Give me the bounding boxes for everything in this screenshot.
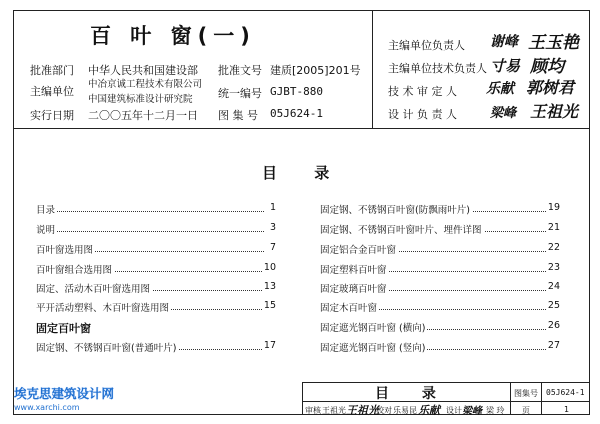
signature-mark: 梁峰 bbox=[490, 106, 517, 121]
signature-mark: 郭树君 bbox=[526, 78, 575, 97]
review-signature: 王祖光 bbox=[346, 404, 379, 417]
toc-entry-page: 19 bbox=[547, 202, 560, 213]
toc-entry-page: 25 bbox=[547, 300, 560, 311]
toc-entry-label: 目录 bbox=[36, 202, 57, 216]
toc-entry-label: 固定塑料百叶窗 bbox=[320, 262, 389, 276]
toc-entry-label: 固定遮光钢百叶窗 (横向) bbox=[320, 320, 427, 334]
unified-no-value: GJBT-880 bbox=[270, 85, 323, 98]
unified-no-label: 统一编号 bbox=[218, 87, 262, 100]
toc-entry-label: 平开活动塑料、木百叶窗选用图 bbox=[36, 300, 171, 314]
toc-entry-label: 百叶窗选用图 bbox=[36, 242, 95, 256]
toc-entry-label: 固定、活动木百叶窗选用图 bbox=[36, 281, 152, 295]
toc-entry[interactable] bbox=[36, 262, 276, 276]
toc-entry[interactable] bbox=[36, 202, 276, 216]
atlas-no-value: 05J624-1 bbox=[270, 107, 323, 120]
approval-no-value: 建质[2005]201号 bbox=[270, 64, 361, 77]
toc-entry-page: 7 bbox=[269, 242, 276, 253]
design-label: 设计 bbox=[446, 406, 462, 415]
toc-entry-page: 13 bbox=[263, 281, 276, 292]
toc-entry-label: 固定钢、不锈钢百叶窗(普通叶片) bbox=[36, 340, 178, 354]
approval-dept-label: 批准部门 bbox=[30, 64, 74, 77]
toc-entry[interactable] bbox=[36, 300, 276, 314]
toc-entry-label: 固定铝合金百叶窗 bbox=[320, 242, 398, 256]
chief-unit-line2: 中国建筑标准设计研究院 bbox=[88, 94, 193, 105]
atlas-value: 05J624-1 bbox=[546, 388, 585, 397]
signature-mark: 顾均 bbox=[530, 57, 564, 77]
signature-role: 主编单位技术负责人 bbox=[388, 62, 487, 75]
chief-unit-label: 主编单位 bbox=[30, 85, 74, 98]
atlas-label: 图集号 bbox=[514, 389, 538, 398]
review-label: 审核 bbox=[305, 406, 321, 415]
approval-no-label: 批准文号 bbox=[218, 64, 262, 77]
toc-entry[interactable] bbox=[320, 242, 560, 256]
toc-entry-page: 3 bbox=[269, 222, 276, 233]
chief-unit-line1: 中冶京诚工程技术有限公司 bbox=[88, 79, 203, 90]
toc-entry[interactable] bbox=[36, 242, 276, 256]
toc-entry-page: 23 bbox=[547, 262, 560, 273]
toc-entry-label: 固定遮光钢百叶窗 (竖向) bbox=[320, 340, 427, 354]
toc-title: 目 录 bbox=[262, 164, 346, 182]
toc-entry-page: 22 bbox=[547, 242, 560, 253]
toc-subheading: 固定百叶窗 bbox=[36, 322, 91, 335]
header-vertical-divider bbox=[372, 10, 373, 128]
design-signature: 梁峰 bbox=[462, 406, 482, 417]
toc-entry-page: 24 bbox=[547, 281, 560, 292]
signature-role: 技 术 审 定 人 bbox=[388, 85, 457, 98]
toc-entry[interactable] bbox=[320, 262, 560, 276]
approval-dept-value: 中华人民共和国建设部 bbox=[88, 64, 198, 77]
design-name: 梁 玲 bbox=[486, 406, 505, 415]
signature-mark: 王玉艳 bbox=[528, 33, 579, 53]
effective-date-value: 二〇〇五年十二月一日 bbox=[88, 109, 198, 122]
page-title: 百 叶 窗(一) bbox=[90, 24, 256, 48]
toc-entry[interactable] bbox=[320, 202, 560, 216]
page-value: 1 bbox=[564, 405, 570, 414]
title-block-divider bbox=[541, 382, 542, 415]
toc-entry-page: 26 bbox=[547, 320, 560, 331]
toc-entry-page: 1 bbox=[269, 202, 276, 213]
page-label: 页 bbox=[522, 406, 530, 415]
toc-entry-label: 固定木百叶窗 bbox=[320, 300, 379, 314]
toc-entry-label: 固定玻璃百叶窗 bbox=[320, 281, 389, 295]
toc-entry[interactable] bbox=[320, 320, 560, 334]
atlas-no-label: 图 集 号 bbox=[218, 109, 258, 122]
signature-mark: 寸易 bbox=[490, 57, 521, 75]
toc-entry-page: 27 bbox=[547, 340, 560, 351]
watermark-name: 埃克思建筑设计网 bbox=[14, 386, 115, 401]
title-block-divider bbox=[510, 382, 511, 415]
toc-entry[interactable] bbox=[320, 222, 560, 236]
title-block-left-line bbox=[302, 382, 303, 415]
signature-mark: 谢峰 bbox=[490, 34, 518, 50]
toc-entry-label: 百叶窗组合选用图 bbox=[36, 262, 114, 276]
toc-entry[interactable] bbox=[320, 300, 560, 314]
toc-entry[interactable] bbox=[36, 281, 276, 295]
check-name: 乐易昆 bbox=[393, 406, 417, 415]
effective-date-label: 实行日期 bbox=[30, 109, 74, 122]
signature-mark: 乐献 bbox=[486, 81, 514, 97]
toc-entry-page: 21 bbox=[547, 222, 560, 233]
toc-entry[interactable] bbox=[320, 340, 560, 354]
toc-entry-page: 17 bbox=[263, 340, 276, 351]
watermark-url: www.xarchi.com bbox=[14, 403, 80, 412]
sheet-title: 目 录 bbox=[375, 386, 450, 402]
toc-entry[interactable] bbox=[36, 340, 276, 354]
header-divider bbox=[13, 128, 590, 129]
toc-entry-page: 10 bbox=[263, 262, 276, 273]
toc-entry[interactable] bbox=[320, 281, 560, 295]
watermark[interactable] bbox=[14, 384, 122, 412]
toc-entry-page: 15 bbox=[263, 300, 276, 311]
check-signature: 乐献 bbox=[418, 404, 440, 417]
toc-entry-label: 固定钢、不锈钢百叶窗叶片、埋件详图 bbox=[320, 222, 484, 236]
toc-entry[interactable] bbox=[36, 222, 276, 236]
signature-role: 设 计 负 责 人 bbox=[388, 108, 457, 121]
signature-mark: 王祖光 bbox=[530, 102, 579, 121]
review-name: 王祖光 bbox=[322, 406, 346, 415]
toc-entry-label: 说明 bbox=[36, 222, 57, 236]
toc-entry-label: 固定钢、不锈钢百叶窗(防飘雨叶片) bbox=[320, 202, 472, 216]
signature-role: 主编单位负责人 bbox=[388, 39, 465, 52]
check-label: 校对 bbox=[376, 406, 392, 415]
